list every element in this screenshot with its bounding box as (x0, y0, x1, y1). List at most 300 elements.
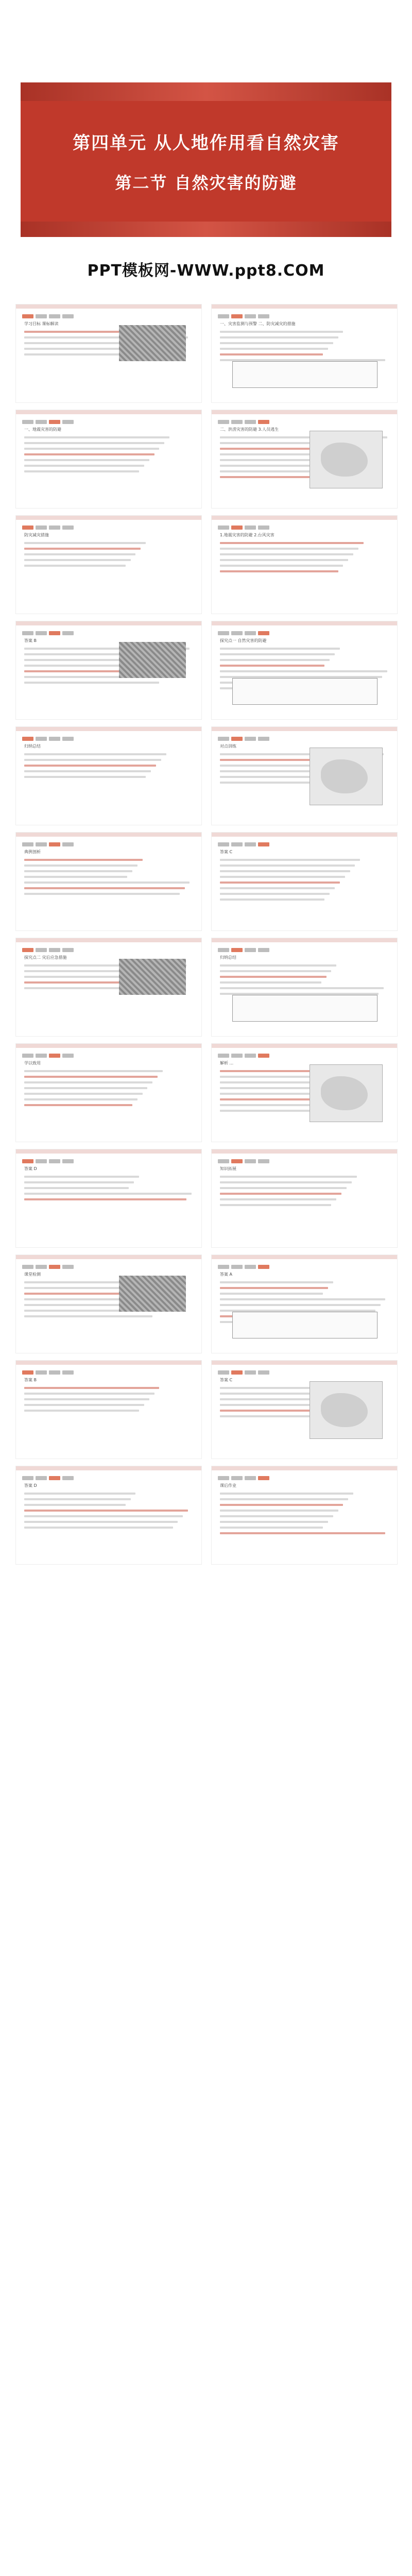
slide-header-bar (212, 938, 397, 942)
slide-tab (245, 842, 256, 846)
slide-tabs (22, 944, 76, 950)
text-line (24, 682, 159, 684)
slide-tab (62, 631, 74, 635)
map-landmass (321, 443, 368, 477)
slide-tabs (22, 1261, 76, 1266)
slide-header-bar (16, 1149, 201, 1154)
diagram-box (232, 995, 377, 1022)
slide-text (24, 1483, 193, 1532)
slide-tab (62, 1265, 74, 1269)
slide-tab (49, 948, 60, 952)
text-line (220, 548, 358, 550)
slide-tab (258, 1054, 269, 1058)
text-line (24, 1527, 173, 1529)
slide-tab (218, 1159, 229, 1163)
slide-tab (245, 526, 256, 530)
slide-tab (218, 842, 229, 846)
slide-tab (49, 1159, 60, 1163)
slide-header-bar (212, 1255, 397, 1259)
slide-tab (22, 948, 33, 952)
text-line (24, 453, 154, 455)
text-line (24, 1398, 149, 1400)
text-line (220, 1176, 357, 1178)
slide-thumbnail[interactable] (211, 1466, 398, 1565)
map-figure (310, 748, 383, 805)
text-line (24, 1070, 163, 1072)
slide-text (220, 955, 389, 998)
text-line (220, 1287, 328, 1289)
text-line (24, 770, 151, 772)
slide-text (220, 321, 389, 365)
text-line (24, 865, 138, 867)
slide-thumbnail[interactable] (15, 1043, 202, 1142)
slide-thumbnail[interactable] (15, 1149, 202, 1248)
slide-text (220, 1166, 389, 1210)
slide-tab (218, 737, 229, 741)
slide-tab (49, 526, 60, 530)
slide-tab (22, 842, 33, 846)
slide-header-bar (212, 304, 397, 309)
text-line (220, 659, 330, 661)
text-line (24, 1176, 139, 1178)
text-line (24, 882, 190, 884)
slide-thumbnail[interactable] (15, 726, 202, 825)
slide-header-bar (212, 621, 397, 625)
slide-text (24, 743, 193, 782)
slide-tabs (22, 1472, 76, 1478)
slide-tab (231, 1159, 243, 1163)
text-line (24, 1493, 135, 1495)
text-line (220, 893, 330, 895)
text-line (220, 1527, 323, 1529)
watermark-text: PPT模板网-WWW.ppt8.COM (87, 262, 325, 280)
slide-tab (218, 1476, 229, 1480)
slide-header-bar (212, 1149, 397, 1154)
slide-tab (62, 1476, 74, 1480)
slide-tabs (218, 1472, 271, 1478)
slide-tabs (218, 628, 271, 633)
text-line (220, 1204, 331, 1206)
slide-text (24, 849, 193, 899)
slide-header-bar (16, 1044, 201, 1048)
slide-thumbnail[interactable] (211, 832, 398, 931)
text-line (24, 870, 132, 872)
text-line (220, 1304, 381, 1306)
text-line (24, 893, 180, 895)
slide-tab (258, 1265, 269, 1269)
slide-tab (62, 842, 74, 846)
text-line (24, 753, 166, 755)
slide-tab (49, 842, 60, 846)
text-line (24, 436, 169, 438)
slide-heading: 一、地震灾害的防避 (24, 427, 61, 432)
slide-thumbnail[interactable] (211, 938, 398, 1037)
slide-tabs (22, 1156, 76, 1161)
slide-header-bar (212, 833, 397, 837)
slide-tab (231, 526, 243, 530)
slide-thumbnail[interactable] (15, 1360, 202, 1459)
slide-thumbnail[interactable] (211, 1043, 398, 1142)
map-landmass (321, 1076, 368, 1110)
slide-tab (258, 948, 269, 952)
slide-heading: 典例剖析 (24, 850, 41, 854)
text-line (220, 976, 327, 978)
slide-tab (245, 314, 256, 318)
text-line (24, 1087, 147, 1089)
slide-tab (62, 1159, 74, 1163)
slide-tab (245, 948, 256, 952)
title-bottom-strip (21, 222, 391, 237)
slide-header-bar (212, 1044, 397, 1048)
text-line (220, 987, 384, 989)
slide-tab (258, 631, 269, 635)
text-line (220, 553, 353, 555)
slide-tabs (218, 1261, 271, 1266)
text-line (24, 459, 149, 461)
text-line (220, 1510, 338, 1512)
slide-text (24, 427, 193, 476)
slide-tabs (218, 1156, 271, 1161)
slide-header-bar (16, 1361, 201, 1365)
slide-tab (231, 1370, 243, 1375)
text-line (220, 570, 338, 572)
slide-tab (36, 842, 47, 846)
slide-tabs (218, 1367, 271, 1372)
slide-tab (245, 631, 256, 635)
slide-tab (62, 314, 74, 318)
slide-tab (231, 948, 243, 952)
text-line (220, 342, 333, 344)
text-line (24, 1410, 139, 1412)
slide-thumbnail[interactable] (211, 410, 398, 509)
slide-thumbnail[interactable] (15, 832, 202, 931)
text-line (24, 1093, 143, 1095)
map-landmass (321, 759, 368, 793)
slide-heading: 探究点一 自然灾害的防避 (220, 638, 267, 643)
slide-header-bar (16, 1255, 201, 1259)
slide-heading: 一、灾害监测与预警 二、防灾减灾的措施 (220, 321, 296, 326)
slide-tabs (218, 522, 271, 527)
slide-tab (218, 420, 229, 424)
slide-tab (36, 1054, 47, 1058)
slide-tab (218, 314, 229, 318)
slide-tab (62, 737, 74, 741)
text-line (24, 1521, 178, 1523)
text-line (220, 670, 387, 672)
slide-tab (36, 1370, 47, 1375)
text-line (24, 1104, 132, 1106)
text-line (220, 353, 323, 355)
slide-heading: 探究点二 灾后应急措施 (24, 955, 67, 960)
text-line (220, 1193, 341, 1195)
slide-tab (22, 1476, 33, 1480)
text-line (220, 559, 348, 561)
slide-text (220, 849, 389, 904)
slide-tab (231, 631, 243, 635)
slide-tab (258, 314, 269, 318)
text-line (24, 887, 185, 889)
slide-heading: 答案 D (24, 1483, 37, 1488)
slide-tabs (218, 944, 271, 950)
slide-text (24, 532, 193, 570)
text-line (220, 870, 350, 872)
slide-tab (231, 1054, 243, 1058)
text-line (220, 565, 343, 567)
text-line (24, 759, 161, 761)
slide-text (24, 1377, 193, 1415)
slide-header-bar (212, 516, 397, 520)
text-line (220, 887, 335, 889)
text-line (220, 1493, 353, 1495)
text-line (24, 442, 164, 444)
slide-tab (245, 1265, 256, 1269)
slide-tab (22, 737, 33, 741)
text-line (24, 1315, 152, 1317)
slide-tab (36, 314, 47, 318)
slide-thumbnail[interactable] (15, 304, 202, 403)
slide-tab (231, 1476, 243, 1480)
slide-tab (218, 1370, 229, 1375)
slide-tab (36, 526, 47, 530)
slide-thumbnail[interactable] (211, 304, 398, 403)
slide-tab (258, 1476, 269, 1480)
slide-header-bar (16, 938, 201, 942)
photo-image (119, 1276, 186, 1312)
slide-text (24, 1166, 193, 1204)
slide-header-bar (16, 727, 201, 731)
slide-tab (258, 1370, 269, 1375)
text-line (24, 1193, 192, 1195)
slide-tab (245, 420, 256, 424)
slide-tab (245, 1054, 256, 1058)
slide-tab (22, 420, 33, 424)
slide-tabs (22, 1050, 76, 1055)
slide-tab (22, 1159, 33, 1163)
slide-tab (49, 1054, 60, 1058)
slide-heading: 学习目标 课标解读 (24, 321, 59, 326)
slide-header-bar (16, 621, 201, 625)
slide-tab (258, 420, 269, 424)
text-line (24, 859, 143, 861)
slide-tab (218, 631, 229, 635)
slide-tab (258, 1159, 269, 1163)
slide-heading: 课后作业 (220, 1483, 236, 1488)
map-figure (310, 431, 383, 488)
text-line (220, 1181, 352, 1183)
slide-thumbnail[interactable] (15, 1255, 202, 1353)
slide-tab (36, 631, 47, 635)
slide-thumbnail[interactable] (211, 621, 398, 720)
slide-heading: 答案 A (220, 1272, 233, 1277)
unit-title: 第四单元 从人地作用看自然灾害 (73, 133, 339, 154)
slide-tab (22, 631, 33, 635)
slide-tab (22, 314, 33, 318)
slide-heading: 1.地震灾害的防避 2.台风灾害 (220, 533, 274, 537)
slide-tabs (22, 416, 76, 421)
text-line (220, 653, 335, 655)
slide-tab (62, 1370, 74, 1375)
slide-heading: 课堂检测 (24, 1272, 41, 1277)
slide-heading: 解析 ... (220, 1061, 234, 1065)
slide-header-bar (212, 727, 397, 731)
text-line (220, 899, 324, 901)
slide-header-bar (16, 516, 201, 520)
slide-tab (258, 842, 269, 846)
text-line (220, 865, 355, 867)
slide-header-bar (16, 833, 201, 837)
slide-tab (22, 1370, 33, 1375)
slide-tab (231, 842, 243, 846)
text-line (220, 859, 360, 861)
slide-tab (245, 737, 256, 741)
slide-tab (62, 1054, 74, 1058)
slide-tabs (22, 733, 76, 738)
slide-header-bar (212, 410, 397, 414)
slide-tabs (22, 628, 76, 633)
slide-tab (218, 1054, 229, 1058)
map-figure (310, 1381, 383, 1439)
slide-tab (49, 1265, 60, 1269)
text-line (220, 981, 321, 984)
slide-heading: 答案 B (24, 1378, 37, 1382)
slide-tab (22, 1054, 33, 1058)
text-line (24, 1515, 183, 1517)
slide-thumbnail[interactable] (15, 1466, 202, 1565)
text-line (220, 876, 345, 878)
text-line (24, 1098, 138, 1100)
section-title: 第二节 自然灾害的防避 (115, 173, 297, 193)
text-line (24, 1387, 159, 1389)
text-line (24, 1393, 154, 1395)
slide-tab (258, 526, 269, 530)
slide-tabs (22, 311, 76, 316)
text-line (24, 765, 156, 767)
slide-tab (49, 631, 60, 635)
map-landmass (321, 1393, 368, 1427)
text-line (24, 1504, 126, 1506)
slide-tab (231, 314, 243, 318)
photo-image (119, 959, 186, 995)
diagram-box (232, 1312, 377, 1338)
slide-tabs (218, 733, 271, 738)
text-line (24, 331, 126, 333)
text-line (220, 348, 328, 350)
text-line (220, 1532, 385, 1534)
slide-thumbnail[interactable] (211, 1255, 398, 1353)
slide-tab (62, 526, 74, 530)
slide-tab (36, 1265, 47, 1269)
slide-tab (36, 420, 47, 424)
slide-tab (245, 1476, 256, 1480)
diagram-box (232, 361, 377, 388)
slide-tab (36, 1159, 47, 1163)
title-slide (21, 82, 391, 237)
slide-tabs (22, 839, 76, 844)
text-line (24, 542, 146, 544)
text-line (24, 548, 141, 550)
slide-tab (36, 1476, 47, 1480)
slide-tabs (218, 416, 271, 421)
slide-thumbnail[interactable] (211, 1149, 398, 1248)
slide-text (24, 1060, 193, 1110)
text-line (220, 665, 324, 667)
text-line (220, 648, 340, 650)
text-line (24, 553, 135, 555)
text-line (220, 1498, 348, 1500)
slide-tab (231, 1265, 243, 1269)
slide-thumbnail[interactable] (15, 938, 202, 1037)
text-line (220, 964, 336, 967)
slide-heading: 对点训练 (220, 744, 236, 749)
slide-tab (218, 948, 229, 952)
slide-tab (49, 737, 60, 741)
slide-header-bar (16, 1466, 201, 1470)
text-line (220, 1198, 336, 1200)
slide-tab (22, 526, 33, 530)
text-line (220, 970, 331, 972)
text-line (24, 876, 127, 878)
slide-thumbnail[interactable] (211, 726, 398, 825)
slide-heading: 归纳总结 (24, 744, 41, 749)
slide-tabs (218, 1050, 271, 1055)
text-line (220, 1504, 343, 1506)
text-line (24, 1081, 152, 1083)
slide-tabs (22, 522, 76, 527)
slide-tab (218, 526, 229, 530)
slide-tab (258, 737, 269, 741)
text-line (220, 336, 338, 338)
text-line (220, 542, 364, 544)
slide-tab (245, 1370, 256, 1375)
slide-heading: 答案 D (24, 1166, 37, 1171)
text-line (220, 1281, 333, 1283)
text-line (24, 1181, 134, 1183)
slide-text (220, 1483, 389, 1538)
text-line (220, 882, 340, 884)
slide-tab (62, 948, 74, 952)
slide-tab (231, 737, 243, 741)
slide-tab (49, 314, 60, 318)
slide-thumbnail[interactable] (211, 515, 398, 614)
slide-tab (245, 1159, 256, 1163)
slide-header-bar (212, 1361, 397, 1365)
text-line (24, 1198, 186, 1200)
slide-heading: 二、洪涝灾害的防避 3.人员逃生 (220, 427, 279, 432)
title-top-strip (21, 82, 391, 101)
text-line (24, 1076, 158, 1078)
text-line (24, 559, 131, 561)
text-line (220, 1293, 323, 1295)
text-line (220, 1298, 385, 1300)
slide-tab (49, 420, 60, 424)
slide-header-bar (212, 1466, 397, 1470)
text-line (24, 1404, 144, 1406)
slide-heading: 防灾减灾措施 (24, 533, 49, 537)
photo-image (119, 325, 186, 361)
slide-heading: 答案 C (220, 850, 233, 854)
slide-thumbnail[interactable] (15, 410, 202, 509)
slide-thumbnail[interactable] (15, 621, 202, 720)
slide-heading: 学以致用 (24, 1061, 41, 1065)
slide-tab (62, 420, 74, 424)
text-line (220, 1515, 333, 1517)
slide-tab (49, 1370, 60, 1375)
slide-thumbnail[interactable] (15, 515, 202, 614)
slide-header-bar (16, 410, 201, 414)
text-line (24, 776, 146, 778)
slide-thumbnail[interactable] (211, 1360, 398, 1459)
slide-header-bar (16, 304, 201, 309)
